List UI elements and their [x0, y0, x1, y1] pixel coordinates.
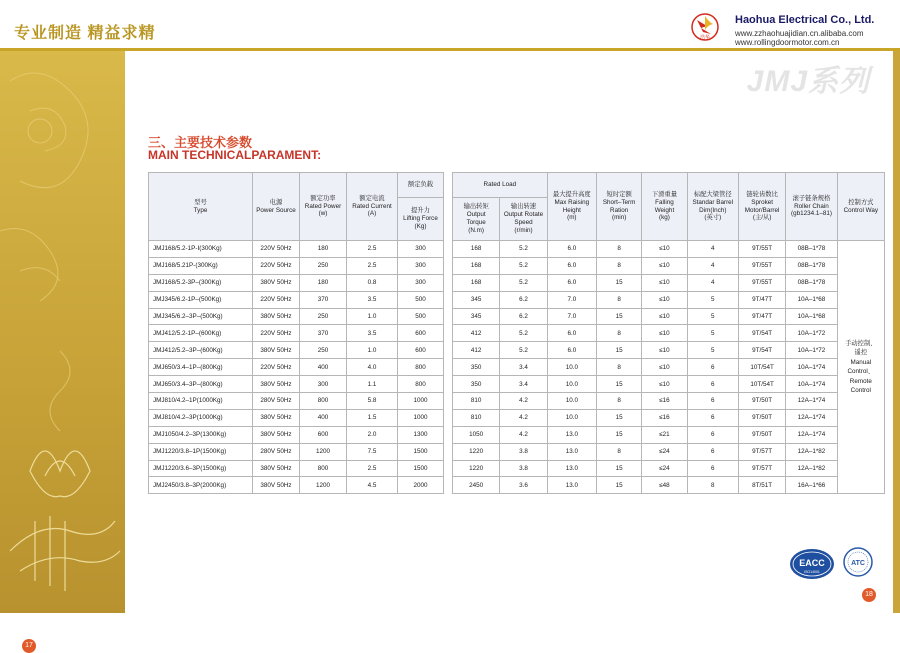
cell-current: 2.5	[347, 241, 398, 258]
cell-falling: ≤16	[642, 393, 687, 410]
cell-force: 600	[398, 325, 444, 342]
cell-height: 6.0	[547, 257, 596, 274]
cell-ration: 8	[596, 359, 641, 376]
cell-watt: 250	[300, 257, 347, 274]
cell-chain: 12A–1*82	[786, 443, 837, 460]
header-rated-load-cn: 额定负载	[398, 173, 444, 198]
header-roller-chain: 滚子链条规格 Roller Chain (gb1234.1–81)	[786, 173, 837, 241]
cell-speed: 5.2	[500, 241, 547, 258]
table-row	[453, 443, 885, 460]
cell-speed: 4.2	[500, 393, 547, 410]
cell-watt: 800	[300, 393, 347, 410]
cell-chain: 10A–1*72	[786, 342, 837, 359]
table-row	[453, 291, 885, 308]
cell-power: 380V 50Hz	[253, 460, 300, 477]
table-row	[453, 257, 885, 274]
lotus-hand-ornament	[0, 51, 125, 613]
cell-force: 2000	[398, 477, 444, 494]
cell-watt: 400	[300, 359, 347, 376]
top-header	[0, 0, 900, 52]
cell-chain: 12A–1*74	[786, 409, 837, 426]
cell-chain: 08B–1*78	[786, 274, 837, 291]
cell-watt: 370	[300, 325, 347, 342]
cell-chain: 10A–1*68	[786, 308, 837, 325]
cell-ration: 8	[596, 325, 641, 342]
cell-current: 3.5	[347, 325, 398, 342]
table-row	[453, 308, 885, 325]
cell-falling: ≤10	[642, 342, 687, 359]
cell-type: JMJ810/4.2–3P(1000Kg)	[149, 409, 253, 426]
cell-type: JMJ2450/3.8–3P(2000Kg)	[149, 477, 253, 494]
table-row	[149, 257, 444, 274]
spec-table-left	[148, 172, 444, 494]
cell-type: JMJ345/6.2-1P–(500Kg)	[149, 291, 253, 308]
cell-force: 800	[398, 376, 444, 393]
cell-power: 280V 50Hz	[253, 443, 300, 460]
table-row	[149, 274, 444, 291]
cell-type: JMJ1050/4.2–3P(1300Kg)	[149, 426, 253, 443]
cell-ration: 8	[596, 393, 641, 410]
table-row	[453, 325, 885, 342]
cell-barrel: 6	[687, 460, 738, 477]
cell-height: 6.0	[547, 325, 596, 342]
cell-force: 1300	[398, 426, 444, 443]
cell-ration: 8	[596, 443, 641, 460]
cell-force: 1000	[398, 409, 444, 426]
cell-force: 1500	[398, 443, 444, 460]
cell-current: 1.0	[347, 342, 398, 359]
cell-type: JMJ412/5.2–3P–(600Kg)	[149, 342, 253, 359]
cell-ration: 15	[596, 342, 641, 359]
company-logo	[683, 12, 727, 42]
cell-power: 220V 50Hz	[253, 359, 300, 376]
cell-chain: 10A–1*72	[786, 325, 837, 342]
right-gold-strip	[893, 51, 900, 613]
eacc-text: EACC	[799, 558, 825, 568]
header-rated-load-en: Rated Load	[453, 173, 548, 198]
cell-power: 380V 50Hz	[253, 409, 300, 426]
cell-watt: 300	[300, 376, 347, 393]
cell-watt: 180	[300, 241, 347, 258]
header-divider	[0, 48, 900, 51]
cell-force: 500	[398, 308, 444, 325]
table-row	[149, 477, 444, 494]
cell-torque: 1050	[453, 426, 500, 443]
cell-ration: 15	[596, 274, 641, 291]
cell-watt: 1200	[300, 477, 347, 494]
cell-torque: 2450	[453, 477, 500, 494]
header-type: 型号 Type	[149, 173, 253, 241]
cell-speed: 3.8	[500, 460, 547, 477]
table-row	[149, 359, 444, 376]
eacc-certification-badge	[789, 548, 835, 580]
table-row	[453, 393, 885, 410]
cell-falling: ≤10	[642, 325, 687, 342]
cell-barrel: 4	[687, 274, 738, 291]
cell-type: JMJ1220/3.6–3P(1500Kg)	[149, 460, 253, 477]
cell-ration: 15	[596, 477, 641, 494]
cell-falling: ≤10	[642, 359, 687, 376]
cell-barrel: 4	[687, 257, 738, 274]
cell-watt: 370	[300, 291, 347, 308]
cell-speed: 3.8	[500, 443, 547, 460]
cell-sproket: 9T/47T	[738, 291, 785, 308]
table-row	[453, 409, 885, 426]
cell-speed: 4.2	[500, 409, 547, 426]
cell-type: JMJ810/4.2–1P(1000Kg)	[149, 393, 253, 410]
cell-falling: ≤21	[642, 426, 687, 443]
cell-torque: 810	[453, 409, 500, 426]
cell-power: 380V 50Hz	[253, 376, 300, 393]
cell-force: 800	[398, 359, 444, 376]
cell-current: 2.0	[347, 426, 398, 443]
cell-torque: 168	[453, 241, 500, 258]
cell-current: 1.0	[347, 308, 398, 325]
cell-speed: 4.2	[500, 426, 547, 443]
table-row	[453, 342, 885, 359]
cell-height: 7.0	[547, 291, 596, 308]
cell-falling: ≤24	[642, 443, 687, 460]
cell-barrel: 4	[687, 241, 738, 258]
cell-torque: 168	[453, 257, 500, 274]
cell-current: 2.5	[347, 460, 398, 477]
cell-torque: 810	[453, 393, 500, 410]
page-number-left: 17	[22, 639, 36, 653]
table-row	[149, 342, 444, 359]
cell-sproket: 8T/51T	[738, 477, 785, 494]
cell-height: 6.0	[547, 241, 596, 258]
cell-barrel: 6	[687, 443, 738, 460]
cell-speed: 6.2	[500, 291, 547, 308]
cell-speed: 5.2	[500, 325, 547, 342]
cell-sproket: 9T/54T	[738, 325, 785, 342]
cell-height: 10.0	[547, 393, 596, 410]
section-title-cn: 三、主要技术参数	[148, 135, 253, 150]
table-row	[149, 291, 444, 308]
cell-falling: ≤24	[642, 460, 687, 477]
cell-height: 7.0	[547, 308, 596, 325]
header-falling-weight: 下滑重量 Falling Weight (kg)	[642, 173, 687, 241]
header-output-torque: 输出转矩 Output Torque (N.m)	[453, 198, 500, 241]
header-power-source: 电源 Power Source	[253, 173, 300, 241]
cell-speed: 5.2	[500, 257, 547, 274]
cell-barrel: 6	[687, 426, 738, 443]
cell-current: 3.5	[347, 291, 398, 308]
cell-force: 600	[398, 342, 444, 359]
cell-falling: ≤10	[642, 291, 687, 308]
cell-sproket: 9T/50T	[738, 426, 785, 443]
eacc-iso-text: ISO14001	[804, 570, 820, 574]
cell-force: 300	[398, 257, 444, 274]
header-max-height: 最大提升高度 Max Raising Height (m)	[547, 173, 596, 241]
cell-chain: 16A–1*66	[786, 477, 837, 494]
cell-current: 4.5	[347, 477, 398, 494]
cell-ration: 8	[596, 291, 641, 308]
cell-chain: 10A–1*74	[786, 376, 837, 393]
cell-height: 6.0	[547, 342, 596, 359]
cell-power: 380V 50Hz	[253, 426, 300, 443]
cell-chain: 10A–1*74	[786, 359, 837, 376]
cell-falling: ≤10	[642, 257, 687, 274]
cell-torque: 345	[453, 291, 500, 308]
cell-power: 380V 50Hz	[253, 274, 300, 291]
cell-barrel: 5	[687, 308, 738, 325]
table-row	[149, 443, 444, 460]
table-row	[149, 409, 444, 426]
table-row	[453, 274, 885, 291]
cell-barrel: 6	[687, 409, 738, 426]
cell-ration: 15	[596, 308, 641, 325]
atc-certification-badge	[843, 547, 873, 577]
cell-chain: 08B–1*78	[786, 241, 837, 258]
cell-current: 5.8	[347, 393, 398, 410]
cell-torque: 350	[453, 376, 500, 393]
cell-torque: 168	[453, 274, 500, 291]
cell-watt: 180	[300, 274, 347, 291]
section-title-en: MAIN TECHNICALPARAMENT:	[148, 148, 322, 162]
company-url-alibaba[interactable]: www.zzhaohuajidian.cn.alibaba.com	[735, 29, 864, 38]
cell-control-way: 手动控制、 遥控 Manual Control、 Remote Control	[837, 241, 884, 494]
cell-watt: 250	[300, 342, 347, 359]
cell-barrel: 6	[687, 376, 738, 393]
cell-type: JMJ1220/3.8–1P(1500Kg)	[149, 443, 253, 460]
cell-current: 0.8	[347, 274, 398, 291]
company-name: Haohua Electrical Co., Ltd.	[735, 14, 875, 26]
cell-power: 380V 50Hz	[253, 308, 300, 325]
cell-barrel: 6	[687, 393, 738, 410]
table-row	[453, 477, 885, 494]
table-row	[149, 376, 444, 393]
cell-speed: 6.2	[500, 308, 547, 325]
cell-torque: 1220	[453, 443, 500, 460]
cell-torque: 412	[453, 342, 500, 359]
cell-torque: 1220	[453, 460, 500, 477]
cell-type: JMJ345/6.2–3P–(500Kg)	[149, 308, 253, 325]
cell-ration: 15	[596, 409, 641, 426]
cell-watt: 800	[300, 460, 347, 477]
company-url-website[interactable]: www.rollingdoormotor.com.cn	[735, 38, 840, 47]
cell-sproket: 9T/57T	[738, 460, 785, 477]
cell-sproket: 9T/57T	[738, 443, 785, 460]
cell-sproket: 9T/55T	[738, 274, 785, 291]
cell-power: 220V 50Hz	[253, 325, 300, 342]
cell-force: 300	[398, 241, 444, 258]
cell-watt: 250	[300, 308, 347, 325]
cell-current: 1.5	[347, 409, 398, 426]
cell-ration: 15	[596, 376, 641, 393]
atc-text: ATC	[851, 560, 865, 567]
cell-falling: ≤16	[642, 409, 687, 426]
cell-speed: 3.4	[500, 376, 547, 393]
cell-sproket: 9T/55T	[738, 257, 785, 274]
cell-barrel: 5	[687, 291, 738, 308]
table-row	[149, 241, 444, 258]
header-sproket: 链轮齿数比 Sproket Motor/Barrel (主/从)	[738, 173, 785, 241]
spec-table-right	[452, 172, 885, 494]
series-watermark: JMJ系列	[746, 65, 870, 98]
page-number-right: 18	[862, 588, 876, 602]
cell-type: JMJ650/3.4–1P–(800Kg)	[149, 359, 253, 376]
cell-current: 2.5	[347, 257, 398, 274]
cell-falling: ≤10	[642, 308, 687, 325]
cell-falling: ≤10	[642, 376, 687, 393]
cell-watt: 600	[300, 426, 347, 443]
cell-height: 13.0	[547, 460, 596, 477]
cell-chain: 12A–1*74	[786, 393, 837, 410]
cell-force: 500	[398, 291, 444, 308]
cell-torque: 412	[453, 325, 500, 342]
cell-height: 13.0	[547, 443, 596, 460]
cell-barrel: 8	[687, 477, 738, 494]
table-row	[453, 241, 885, 258]
cell-barrel: 5	[687, 342, 738, 359]
cell-ration: 8	[596, 257, 641, 274]
cell-height: 6.0	[547, 274, 596, 291]
cell-height: 10.0	[547, 376, 596, 393]
cell-height: 13.0	[547, 426, 596, 443]
logo-text: 浩华	[699, 35, 711, 41]
table-row	[453, 426, 885, 443]
cell-chain: 08B–1*78	[786, 257, 837, 274]
cell-chain: 12A–1*82	[786, 460, 837, 477]
cell-ration: 15	[596, 426, 641, 443]
header-rated-power: 额定功率 Rated Power (w)	[300, 173, 347, 241]
cell-falling: ≤10	[642, 274, 687, 291]
table-row	[149, 393, 444, 410]
cell-type: JMJ412/5.2-1P–(600Kg)	[149, 325, 253, 342]
cell-sproket: 9T/55T	[738, 241, 785, 258]
cell-speed: 5.2	[500, 274, 547, 291]
table-row	[149, 460, 444, 477]
cell-sproket: 9T/50T	[738, 393, 785, 410]
cell-height: 10.0	[547, 359, 596, 376]
cell-speed: 3.4	[500, 359, 547, 376]
header-output-speed: 输出转速 Output Rotate Speed (r/min)	[500, 198, 547, 241]
cell-power: 280V 50Hz	[253, 393, 300, 410]
cell-falling: ≤48	[642, 477, 687, 494]
cell-power: 380V 50Hz	[253, 342, 300, 359]
cell-falling: ≤10	[642, 241, 687, 258]
cell-type: JMJ168/5.2-1P-Ⅰ(300Kg)	[149, 241, 253, 258]
cell-force: 1500	[398, 460, 444, 477]
cell-watt: 1200	[300, 443, 347, 460]
decorative-sidebar	[0, 51, 125, 649]
cell-sproket: 9T/47T	[738, 308, 785, 325]
cell-sproket: 10T/54T	[738, 376, 785, 393]
cell-speed: 5.2	[500, 342, 547, 359]
cell-sproket: 9T/50T	[738, 409, 785, 426]
header-rated-current: 额定电流 Rated Current (A)	[347, 173, 398, 241]
cell-power: 380V 50Hz	[253, 477, 300, 494]
header-short-term: 短时定额 Short–Term Ration (min)	[596, 173, 641, 241]
cell-type: JMJ650/3.4–3P–(800Kg)	[149, 376, 253, 393]
cell-power: 220V 50Hz	[253, 241, 300, 258]
cell-barrel: 6	[687, 359, 738, 376]
cell-sproket: 10T/54T	[738, 359, 785, 376]
header-control-way: 控制方式 Control Way	[837, 173, 884, 241]
cell-type: JMJ168/5.21P-(300Kg)	[149, 257, 253, 274]
table-row	[453, 359, 885, 376]
cell-height: 10.0	[547, 409, 596, 426]
table-row	[149, 426, 444, 443]
cell-barrel: 5	[687, 325, 738, 342]
cell-ration: 15	[596, 460, 641, 477]
slogan: 专业制造 精益求精	[14, 25, 156, 42]
cell-power: 220V 50Hz	[253, 291, 300, 308]
cell-current: 4.0	[347, 359, 398, 376]
cell-force: 300	[398, 274, 444, 291]
cell-current: 7.5	[347, 443, 398, 460]
cell-sproket: 9T/54T	[738, 342, 785, 359]
cell-force: 1000	[398, 393, 444, 410]
table-row	[453, 376, 885, 393]
cell-chain: 10A–1*68	[786, 291, 837, 308]
header-barrel-dim: 标配大梁管径 Standar Barrel Dim(Inch) (英寸)	[687, 173, 738, 241]
cell-chain: 12A–1*74	[786, 426, 837, 443]
cell-torque: 345	[453, 308, 500, 325]
cell-torque: 350	[453, 359, 500, 376]
cell-current: 1.1	[347, 376, 398, 393]
header-lifting-force: 提升力 Lifting Force (Kg)	[398, 198, 444, 241]
cell-height: 13.0	[547, 477, 596, 494]
cell-ration: 8	[596, 241, 641, 258]
table-row	[149, 325, 444, 342]
cell-type: JMJ168/5.2-3P–(300Kg)	[149, 274, 253, 291]
cell-speed: 3.6	[500, 477, 547, 494]
cell-watt: 400	[300, 409, 347, 426]
cell-power: 220V 50Hz	[253, 257, 300, 274]
table-row	[453, 460, 885, 477]
table-row	[149, 308, 444, 325]
